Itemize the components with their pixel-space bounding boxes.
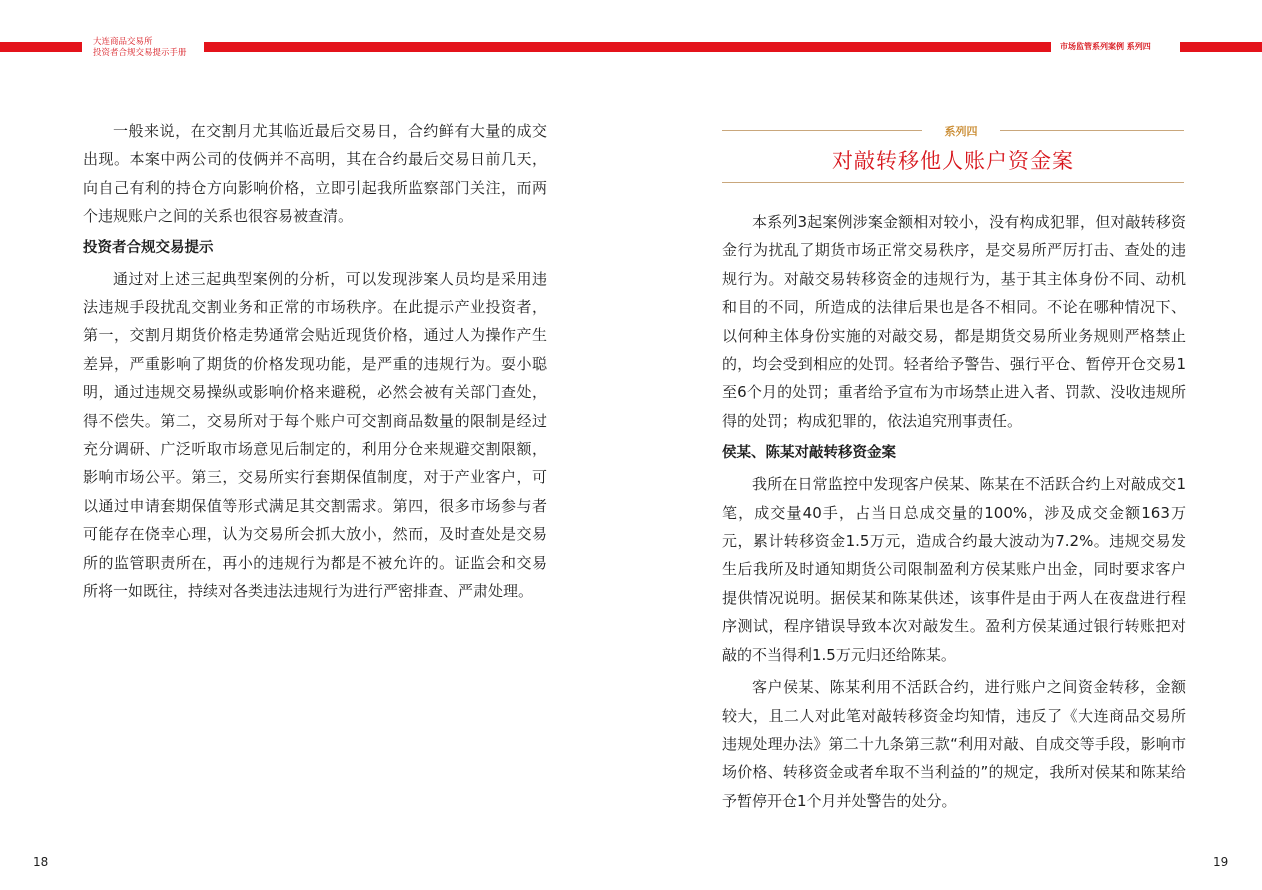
series-rule-right [1000, 130, 1184, 131]
header-line-2: 投资者合规交易提示手册 [93, 48, 187, 58]
page-number-right: 19 [1213, 855, 1229, 869]
right-paragraph-2: 我所在日常监控中发现客户侯某、陈某在不活跃合约上对敲成交1笔，成交量40手，占当日总成交量的100%，涉及成交金额163万元，累计转移资金1.5万元，造成合约最大波动为7.2%。违规交易发生后我所及时通知期货公司限制盈利方侯某账户出金，同时要求客户提供情况说明。据侯某和陈某供述，该事件是由于两人在夜盘进行程序测试，程序错误导致本次对敲发生。盈利方侯某通过银行转账把对敲的不当得利1.5万元归还给陈某。 [722, 475, 1186, 664]
page-number-left: 18 [33, 855, 49, 869]
right-paragraph-3: 客户侯某、陈某利用不活跃合约，进行账户之间资金转移，金额较大，且二人对此笔对敲转移资金均知情，违反了《大连商品交易所违规处理办法》第二十九条第三款“利用对敲、自成交等手段，影响市场价格、转移资金或者牟取不当利益的”的规定，我所对侯某和陈某给予暂停开仓1个月并处警告的处分。 [722, 678, 1186, 810]
header-series-label: 市场监管系列案例 系列四 [1060, 42, 1151, 51]
series-label: 系列四 [944, 125, 978, 138]
header-line-1: 大连商品交易所 [93, 37, 153, 47]
header-bar-right-segment [1180, 42, 1262, 52]
right-section-heading: 侯某、陈某对敲转移资金案 [722, 445, 896, 462]
left-page-body [83, 117, 547, 606]
header-publication-title [93, 37, 187, 59]
left-paragraph-2: 通过对上述三起典型案例的分析，可以发现涉案人员均是采用违法违规手段扰乱交割业务和正常的市场秩序。在此提示产业投资者，第一，交割月期货价格走势通常会贴近现货价格，通过人为操作产生差异，严重影响了期货的价格发现功能，是严重的违规行为。耍小聪明，通过违规交易操纵或影响价格来避税，必然会被有关部门查处，得不偿失。第二，交易所对于每个账户可交割商品数量的限制是经过充分调研、广泛听取市场意见后制定的，利用分仓来规避交割限额，影响市场公平。第三，交易所实行套期保值制度，对于产业客户，可以通过申请套期保值等形式满足其交割需求。第四，很多市场参与者可能存在侥幸心理，认为交易所会抓大放小，然而，及时查处是交易所的监管职责所在，再小的违规行为都是不被允许的。证监会和交易所将一如既往，持续对各类违法违规行为进行严密排查、严肃处理。 [83, 269, 547, 601]
title-underline [722, 182, 1184, 183]
left-section-heading: 投资者合规交易提示 [83, 239, 214, 256]
series-rule-left [722, 130, 922, 131]
right-page-body [722, 208, 1186, 815]
header-bar-middle-segment [204, 42, 1051, 52]
left-paragraph-1: 一般来说，在交割月尤其临近最后交易日，合约鲜有大量的成交出现。本案中两公司的伎俩并不高明，其在合约最后交易日前几天，向自己有利的持仓方向影响价格，立即引起我所监察部门关注，而两个违规账户之间的关系也很容易被查清。 [83, 122, 547, 226]
right-paragraph-1: 本系列3起案例涉案金额相对较小，没有构成犯罪，但对敲转移资金行为扰乱了期货市场正常交易秩序，是交易所严厉打击、查处的违规行为。对敲交易转移资金的违规行为，基于其主体身份不同、动机和目的不同，所造成的法律后果也是各不相同。不论在哪种情况下、以何种主体身份实施的对敲交易，都是期货交易所业务规则严格禁止的，均会受到相应的处罚。轻者给予警告、强行平仓、暂停开仓交易1至6个月的处罚；重者给予宣布为市场禁止进入者、罚款、没收违规所得的处罚；构成犯罪的，依法追究刑事责任。 [722, 213, 1186, 430]
header-bar-left-segment [0, 42, 82, 52]
case-title: 对敲转移他人账户资金案 [832, 149, 1074, 173]
